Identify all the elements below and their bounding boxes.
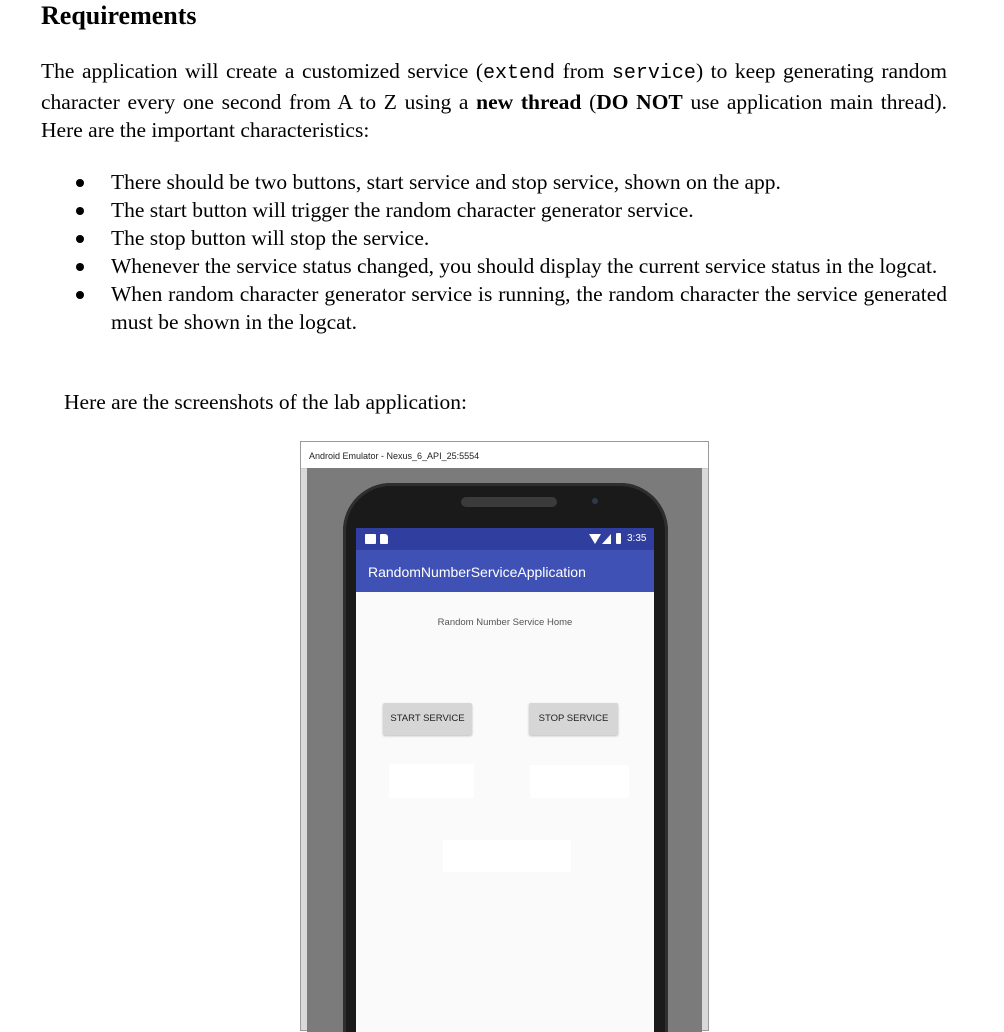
list-item: The start button will trigger the random character generator service.: [111, 196, 947, 224]
emulator-title: Android Emulator - Nexus_6_API_25:5554: [309, 451, 480, 461]
front-camera-icon: [592, 498, 598, 504]
app-title: RandomNumberServiceApplication: [368, 564, 586, 580]
bold-do-not: DO NOT: [596, 90, 683, 114]
bullet-dot-icon: [76, 179, 84, 187]
requirements-list: [111, 168, 947, 336]
speaker-grille-icon: [461, 497, 557, 507]
list-item: There should be two buttons, start service and stop service, shown on the app.: [111, 168, 947, 196]
requirements-heading: Requirements: [41, 1, 197, 30]
bullet-dot-icon: [76, 207, 84, 215]
home-label: Random Number Service Home: [437, 617, 573, 628]
status-bar: [356, 528, 654, 550]
battery-icon: [616, 533, 621, 544]
stop-service-button[interactable]: STOP SERVICE: [529, 703, 618, 735]
blank-field: [530, 765, 629, 798]
list-item: When random character generator service is running, the random character the service generated must be shown in the logcat.: [111, 280, 947, 336]
bullet-dot-icon: [76, 291, 84, 299]
status-time: 3:35: [627, 533, 647, 544]
signal-icon: [602, 534, 611, 544]
wifi-icon: [589, 534, 601, 544]
emulator-titlebar: [301, 442, 708, 469]
code-extend: extend: [483, 62, 556, 85]
mail-notification-icon: [365, 534, 376, 544]
blank-field: [389, 764, 474, 798]
blank-field: [443, 840, 571, 872]
bullet-dot-icon: [76, 235, 84, 243]
screenshots-intro: Here are the screenshots of the lab application:: [64, 390, 467, 414]
bold-new-thread: new thread: [476, 90, 582, 114]
list-item: Whenever the service status changed, you should display the current service status in the logcat.: [111, 252, 947, 280]
emulator-body: [307, 468, 702, 1032]
start-service-button[interactable]: START SERVICE: [383, 703, 472, 735]
sd-card-icon: [380, 534, 388, 544]
app-bar: [356, 550, 654, 592]
code-service: service: [611, 62, 696, 85]
bullet-dot-icon: [76, 263, 84, 271]
list-item: The stop button will stop the service.: [111, 224, 947, 252]
phone-screen: [356, 528, 654, 1032]
intro-paragraph: The application will create a customized service (extend from service) to keep generating random character every one second from A to Z using a new thread (DO NOT use application main thread). Here are the important characteristics:: [41, 59, 947, 142]
emulator-window: [300, 441, 709, 1031]
phone-frame: [343, 483, 668, 1032]
